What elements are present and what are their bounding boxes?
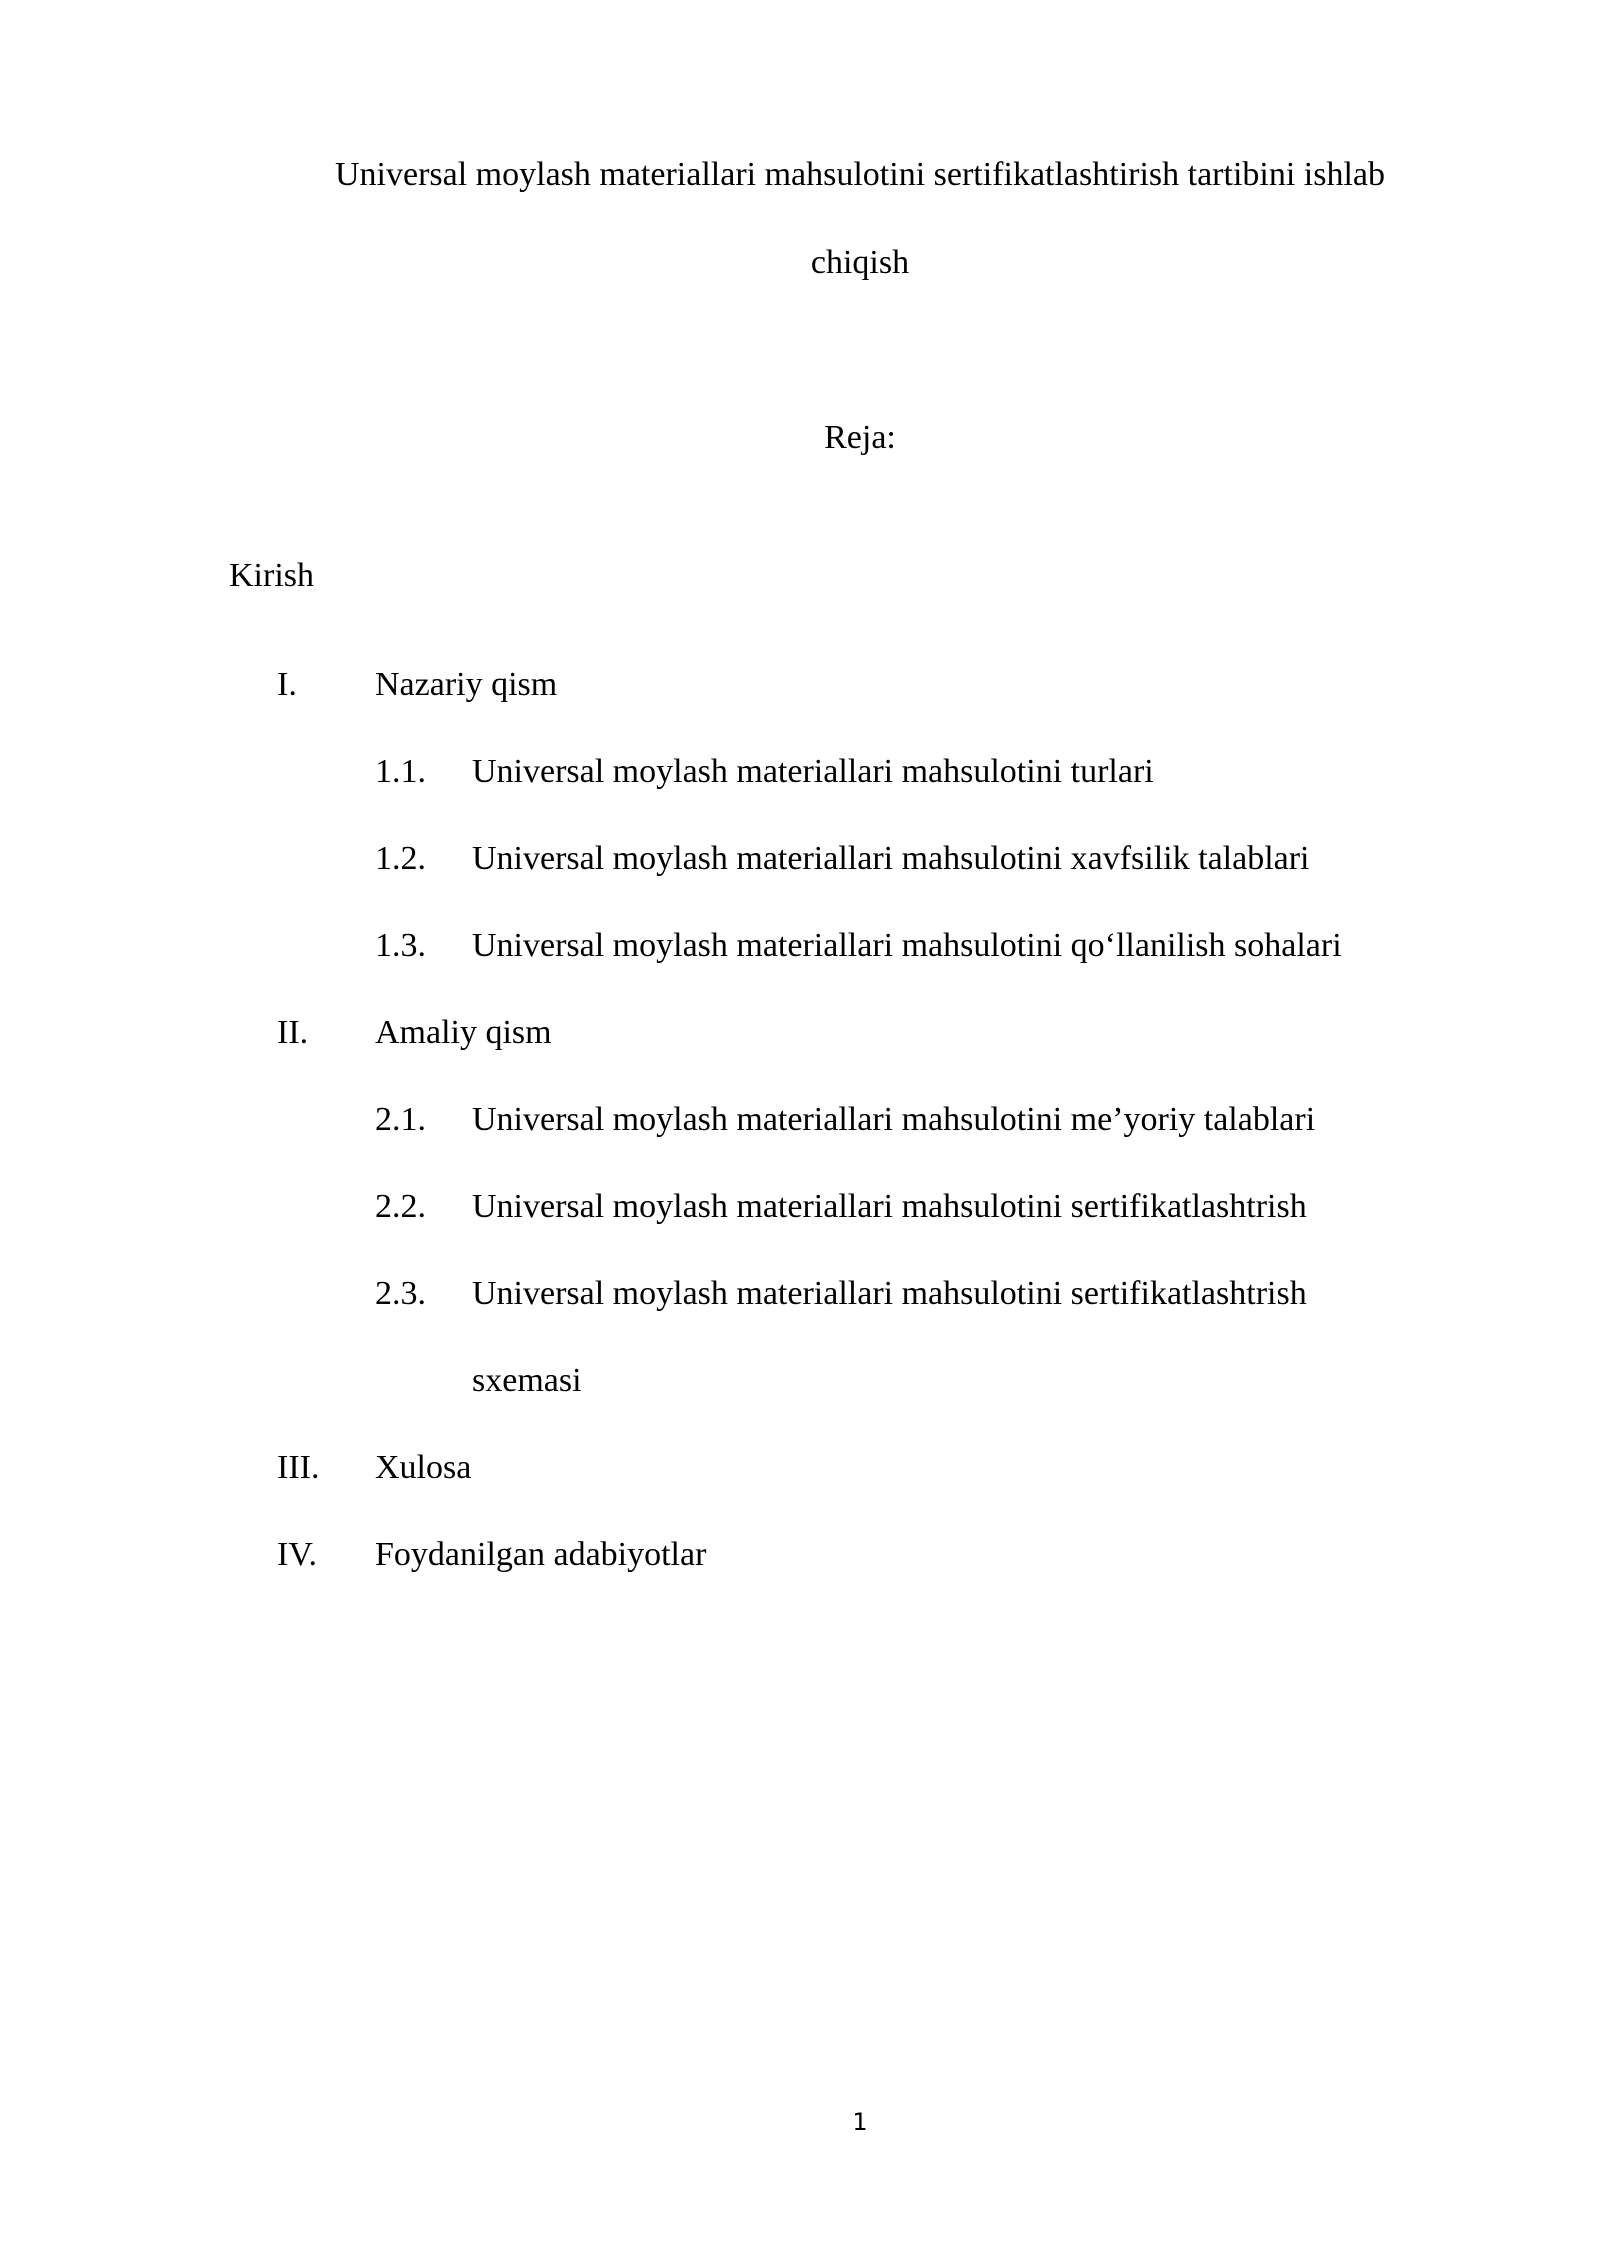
section-number-3: III.	[277, 1449, 320, 1486]
subsection-title: Universal moylash materiallari mahsulotini sertifikatlashtrish	[472, 1188, 1307, 1225]
section-number-2: II.	[277, 1014, 309, 1051]
subsection-title: Universal moylash materiallari mahsulotini qo‘llanilish sohalari	[472, 927, 1342, 964]
subsection-title: Universal moylash materiallari mahsulotini turlari	[472, 753, 1154, 790]
intro-item: Kirish	[229, 557, 314, 594]
subsection-title-continuation: sxemasi	[472, 1362, 582, 1399]
subsection-number: 2.1.	[375, 1101, 426, 1138]
subsection-number: 1.3.	[375, 927, 426, 964]
section-number-1: I.	[277, 666, 297, 703]
subsection-title: Universal moylash materiallari mahsulotini sertifikatlashtrish	[472, 1275, 1307, 1312]
subsection-title: Universal moylash materiallari mahsulotini me’yoriy talablari	[472, 1101, 1316, 1138]
section-title-4: Foydanilgan adabiyotlar	[375, 1536, 707, 1573]
subsection-number: 1.1.	[375, 753, 426, 790]
section-title-1: Nazariy qism	[375, 666, 558, 703]
page-number: 1	[852, 2108, 868, 2136]
subsection-number: 2.3.	[375, 1275, 426, 1312]
section-title-3: Xulosa	[375, 1449, 472, 1486]
subsection-number: 1.2.	[375, 840, 426, 877]
section-title-2: Amaliy qism	[375, 1014, 552, 1051]
subsection-title: Universal moylash materiallari mahsulotini xavfsilik talablari	[472, 840, 1310, 877]
subsection-number: 2.2.	[375, 1188, 426, 1225]
document-title-line-1: Universal moylash materiallari mahsulotini sertifikatlashtirish tartibini ishlab	[335, 156, 1385, 193]
section-number-4: IV.	[277, 1536, 317, 1573]
plan-heading: Reja:	[824, 419, 896, 456]
document-title-line-2: chiqish	[810, 244, 910, 281]
